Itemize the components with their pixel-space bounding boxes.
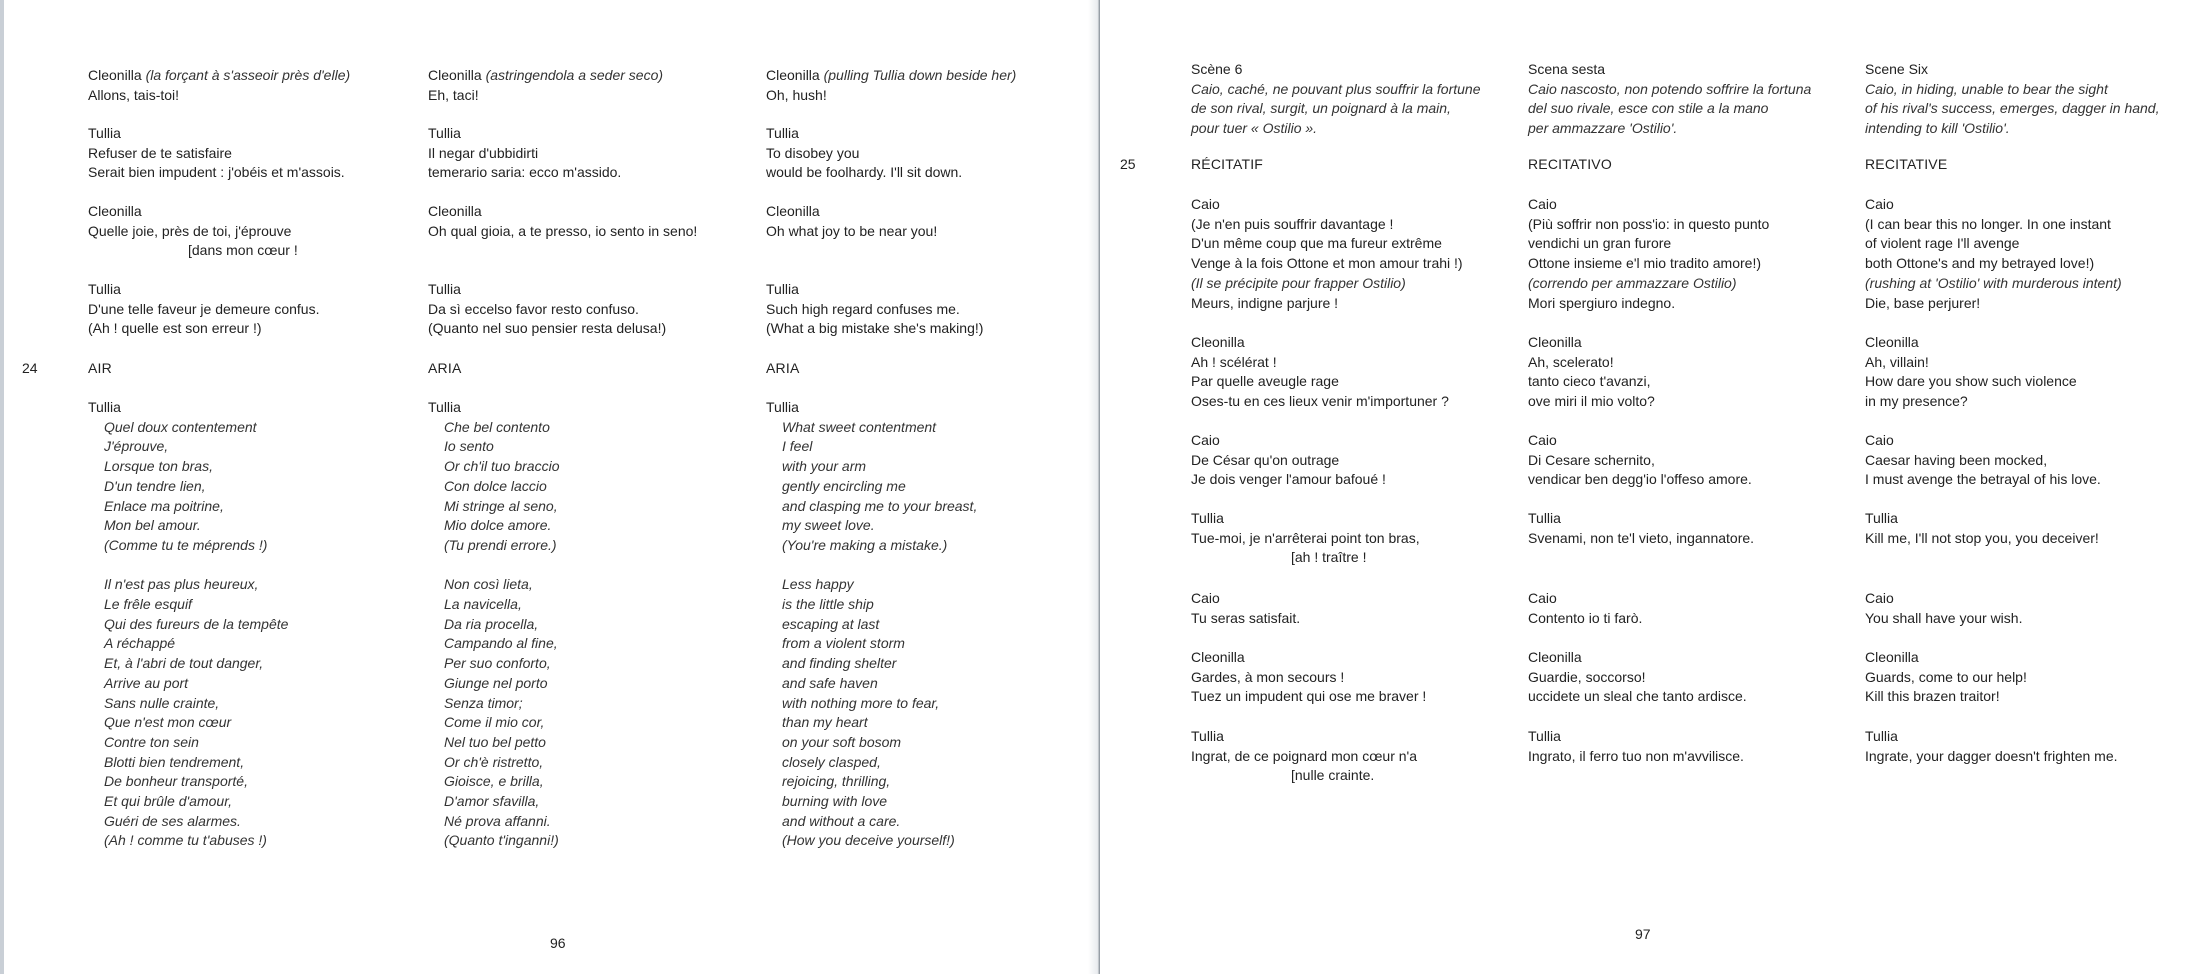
dialogue-block bbox=[428, 280, 758, 339]
aria-verse-line: J'éprouve, bbox=[104, 438, 169, 455]
speaker-label: Tullia bbox=[766, 281, 799, 297]
speaker-label: Cleonilla bbox=[428, 67, 482, 83]
dialogue-line: Ingrate, your dagger doesn't frighten me. bbox=[1865, 747, 2118, 764]
dialogue-block bbox=[428, 66, 758, 105]
speaker-label: Cleonilla bbox=[88, 67, 142, 83]
scene-title: Scene Six bbox=[1865, 61, 1929, 77]
dialogue-line: would be foolhardy. I'll sit down. bbox=[766, 164, 963, 181]
dialogue-line: Eh, taci! bbox=[428, 86, 479, 103]
dialogue-block bbox=[1191, 509, 1521, 568]
dialogue-line: Guards, come to our help! bbox=[1865, 668, 2027, 685]
dialogue-block bbox=[88, 202, 418, 261]
aria-verse-line: than my heart bbox=[782, 714, 868, 731]
dialogue-line: Refuser de te satisfaire bbox=[88, 144, 232, 161]
dialogue-block bbox=[766, 124, 1096, 183]
dialogue-line: of violent rage I'll avenge bbox=[1865, 235, 2020, 252]
aria-verse-line: What sweet contentment bbox=[782, 418, 937, 435]
aria-block bbox=[428, 398, 758, 851]
scene-header bbox=[1865, 60, 2194, 139]
dialogue-line: Such high regard confuses me. bbox=[766, 300, 960, 317]
speaker-label: Tullia bbox=[88, 281, 121, 297]
dialogue-line: Mori spergiuro indegno. bbox=[1528, 294, 1676, 311]
speaker-name: Tullia bbox=[1191, 728, 1224, 744]
dialogue-line: Oses-tu en ces lieux venir m'importuner ? bbox=[1191, 393, 1449, 410]
dialogue-line: (Più soffrir non poss'io: in questo punto bbox=[1528, 215, 1770, 232]
aria-verse-line: Il n'est pas plus heureux, bbox=[104, 576, 259, 593]
dialogue-line: Serait bien impudent : j'obéis et m'assois. bbox=[88, 164, 345, 181]
dialogue-line: D'un même coup que ma fureur extrême bbox=[1191, 235, 1442, 252]
aria-verse-line: (You're making a mistake.) bbox=[782, 536, 948, 553]
stage-direction: (Il se précipite pour frapper Ostilio) bbox=[1191, 274, 1406, 291]
aria-verse-line: and safe haven bbox=[782, 674, 878, 691]
aria-verse-line: Come il mio cor, bbox=[444, 714, 545, 731]
aria-verse-line: De bonheur transporté, bbox=[104, 773, 248, 790]
dialogue-block bbox=[1528, 333, 1858, 412]
speaker-name: Caio bbox=[1191, 590, 1220, 606]
speaker-name bbox=[88, 202, 418, 222]
speaker-name: Caio bbox=[1865, 432, 1894, 448]
aria-verse-line: (How you deceive yourself!) bbox=[782, 832, 955, 849]
dialogue-block bbox=[1191, 195, 1521, 313]
aria-verse-line: D'amor sfavilla, bbox=[444, 793, 540, 810]
dialogue-block bbox=[1191, 727, 1521, 786]
dialogue-block bbox=[766, 280, 1096, 339]
speaker-name bbox=[766, 124, 1096, 144]
aria-verse-line: Arrive au port bbox=[104, 674, 189, 691]
dialogue-block bbox=[88, 66, 418, 105]
speaker-name: Caio bbox=[1865, 196, 1894, 212]
dialogue-line: Ah, villain! bbox=[1865, 353, 1929, 370]
aria-verse-line: La navicella, bbox=[444, 596, 522, 613]
aria-verse-line: Or ch'è ristretto, bbox=[444, 753, 544, 770]
scene-header bbox=[1528, 60, 1858, 139]
speaker-name bbox=[88, 124, 418, 144]
aria-verse-line: Mi stringe al seno, bbox=[444, 497, 558, 514]
speaker-name bbox=[428, 202, 758, 222]
aria-verse-line: Con dolce laccio bbox=[444, 477, 547, 494]
aria-speaker: Tullia bbox=[88, 399, 121, 415]
dialogue-block bbox=[1191, 648, 1521, 707]
dialogue-line: D'une telle faveur je demeure confus. bbox=[88, 300, 320, 317]
aria-verse-line: Campando al fine, bbox=[444, 635, 558, 652]
aria-verse-line: burning with love bbox=[782, 793, 888, 810]
dialogue-line: (Ah ! quelle est son erreur !) bbox=[88, 320, 262, 337]
dialogue-line: Je dois venger l'amour bafoué ! bbox=[1191, 471, 1386, 488]
dialogue-block bbox=[1528, 431, 1858, 490]
dialogue-block bbox=[1528, 648, 1858, 707]
speaker-name bbox=[766, 280, 1096, 300]
dialogue-line: Allons, tais-toi! bbox=[88, 86, 180, 103]
aria-verse-line: Quel doux contentement bbox=[104, 418, 257, 435]
dialogue-block bbox=[1191, 431, 1521, 490]
dialogue-block bbox=[1865, 509, 2194, 548]
dialogue-line: Par quelle aveugle rage bbox=[1191, 373, 1339, 390]
dialogue-line: Quelle joie, près de toi, j'éprouve bbox=[88, 222, 292, 239]
aria-verse-line: and without a care. bbox=[782, 812, 901, 829]
dialogue-block bbox=[1865, 727, 2194, 766]
dialogue-line: (Quanto nel suo pensier resta delusa!) bbox=[428, 320, 667, 337]
speaker-name: Caio bbox=[1191, 196, 1220, 212]
aria-verse-line: and clasping me to your breast, bbox=[782, 497, 978, 514]
aria-verse-line: from a violent storm bbox=[782, 635, 905, 652]
dialogue-line: (I can bear this no longer. In one instant bbox=[1865, 215, 2111, 232]
aria-verse-line: Blotti bien tendrement, bbox=[104, 753, 245, 770]
aria-verse-line: escaping at last bbox=[782, 615, 880, 632]
dialogue-line: Contento io ti farò. bbox=[1528, 609, 1643, 626]
aria-verse-line: Che bel contento bbox=[444, 418, 550, 435]
dialogue-line: both Ottone's and my betrayed love!) bbox=[1865, 255, 2095, 272]
speaker-name: Tullia bbox=[1865, 728, 1898, 744]
dialogue-line: (Je n'en puis souffrir davantage ! bbox=[1191, 215, 1394, 232]
dialogue-line: Ingrat, de ce poignard mon cœur n'a bbox=[1191, 747, 1418, 764]
dialogue-line: in my presence? bbox=[1865, 393, 1968, 410]
aria-heading: ARIA bbox=[766, 360, 800, 376]
dialogue-line: Meurs, indigne parjure ! bbox=[1191, 294, 1339, 311]
dialogue-line: Ottone insieme e'l mio tradito amore!) bbox=[1528, 255, 1761, 272]
dialogue-continuation: [dans mon cœur ! bbox=[188, 242, 298, 259]
dialogue-line: Tu seras satisfait. bbox=[1191, 609, 1301, 626]
aria-verse-line: (Tu prendi errore.) bbox=[444, 536, 557, 553]
speaker-name: Cleonilla bbox=[1865, 649, 1919, 665]
speaker-label: Tullia bbox=[428, 125, 461, 141]
dialogue-line: I must avenge the betrayal of his love. bbox=[1865, 471, 2101, 488]
dialogue-line: You shall have your wish. bbox=[1865, 609, 2023, 626]
aria-verse-line: rejoicing, thrilling, bbox=[782, 773, 891, 790]
aria-verse-line: Sans nulle crainte, bbox=[104, 694, 220, 711]
dialogue-line: To disobey you bbox=[766, 144, 860, 161]
aria-verse-line: Senza timor; bbox=[444, 694, 523, 711]
aria-verse-line: my sweet love. bbox=[782, 517, 875, 534]
dialogue-line: temerario saria: ecco m'assido. bbox=[428, 164, 622, 181]
speaker-name bbox=[88, 280, 418, 300]
speaker-label: Cleonilla bbox=[88, 203, 142, 219]
aria-verse-line: (Quanto t'inganni!) bbox=[444, 832, 559, 849]
dialogue-block bbox=[1865, 431, 2194, 490]
dialogue-line: Ah, scelerato! bbox=[1528, 353, 1614, 370]
dialogue-block bbox=[1865, 648, 2194, 707]
aria-verse-line: Gioisce, e brilla, bbox=[444, 773, 544, 790]
scene-title: Scena sesta bbox=[1528, 61, 1606, 77]
dialogue-block bbox=[1865, 589, 2194, 628]
page-number-left: 96 bbox=[550, 935, 566, 951]
aria-verse-line: Et, à l'abri de tout danger, bbox=[104, 655, 264, 672]
dialogue-line: Caesar having been mocked, bbox=[1865, 451, 2048, 468]
aria-verse-line: Qui des fureurs de la tempête bbox=[104, 615, 289, 632]
scene-direction-line: of his rival's success, emerges, dagger in hand, bbox=[1865, 100, 2160, 117]
recitative-heading: RECITATIVO bbox=[1528, 156, 1612, 172]
speaker-name: Cleonilla bbox=[1191, 649, 1245, 665]
aria-speaker: Tullia bbox=[766, 399, 799, 415]
scene-direction-line: Caio, in hiding, unable to bear the sight bbox=[1865, 80, 2108, 97]
dialogue-line: Tue-moi, je n'arrêterai point ton bras, bbox=[1191, 529, 1420, 546]
aria-verse-line: Né prova affanni. bbox=[444, 812, 551, 829]
speaker-name bbox=[88, 66, 418, 86]
dialogue-line: Da sì eccelso favor resto confuso. bbox=[428, 300, 639, 317]
dialogue-block bbox=[428, 124, 758, 183]
aria-verse-line: Nel tuo bel petto bbox=[444, 733, 546, 750]
dialogue-line: Ingrato, il ferro tuo non m'avvilisce. bbox=[1528, 747, 1744, 764]
recitative-heading: RECITATIVE bbox=[1865, 156, 1948, 172]
aria-verse-line: with nothing more to fear, bbox=[782, 694, 940, 711]
dialogue-line: De César qu'on outrage bbox=[1191, 451, 1340, 468]
speaker-name: Tullia bbox=[1528, 510, 1561, 526]
aria-verse-line: Le frêle esquif bbox=[104, 596, 192, 613]
scene-direction-line: Caio, caché, ne pouvant plus souffrir la fortune bbox=[1191, 80, 1481, 97]
speaker-name: Caio bbox=[1528, 590, 1557, 606]
aria-verse-line: Lorsque ton bras, bbox=[104, 458, 213, 475]
dialogue-line: (What a big mistake she's making!) bbox=[766, 320, 984, 337]
speaker-label: Cleonilla bbox=[428, 203, 482, 219]
dialogue-block bbox=[1865, 195, 2194, 313]
dialogue-block bbox=[1528, 727, 1858, 766]
dialogue-block bbox=[428, 202, 758, 241]
stage-direction: (la forçant à s'asseoir près d'elle) bbox=[145, 67, 351, 83]
speaker-name: Cleonilla bbox=[1528, 334, 1582, 350]
dialogue-line: Die, base perjurer! bbox=[1865, 294, 1981, 311]
dialogue-continuation: [nulle crainte. bbox=[1291, 767, 1375, 784]
dialogue-block bbox=[1528, 509, 1858, 548]
aria-verse-line: Non così lieta, bbox=[444, 576, 533, 593]
stage-direction: (correndo per ammazzare Ostilio) bbox=[1528, 274, 1737, 291]
dialogue-line: Il negar d'ubbidirti bbox=[428, 144, 539, 161]
aria-verse-line: with your arm bbox=[782, 458, 867, 475]
dialogue-line: Kill me, I'll not stop you, you deceiver! bbox=[1865, 529, 2099, 546]
section-number-24: 24 bbox=[22, 360, 38, 376]
speaker-name: Caio bbox=[1191, 432, 1220, 448]
aria-verse-line: A réchappé bbox=[104, 635, 176, 652]
speaker-label: Cleonilla bbox=[766, 203, 820, 219]
speaker-label: Tullia bbox=[88, 125, 121, 141]
scene-header bbox=[1191, 60, 1521, 139]
dialogue-line: Ah ! scélérat ! bbox=[1191, 353, 1277, 370]
stanza-gap bbox=[428, 556, 758, 576]
speaker-name bbox=[766, 202, 1096, 222]
dialogue-line: Guardie, soccorso! bbox=[1528, 668, 1646, 685]
aria-verse-line: is the little ship bbox=[782, 596, 874, 613]
speaker-label: Tullia bbox=[428, 281, 461, 297]
recitative-heading: RÉCITATIF bbox=[1191, 156, 1264, 172]
dialogue-line: Oh what joy to be near you! bbox=[766, 222, 938, 239]
speaker-name: Cleonilla bbox=[1191, 334, 1245, 350]
dialogue-line: Venge à la fois Ottone et mon amour trahi !) bbox=[1191, 255, 1463, 272]
scene-direction-line: pour tuer « Ostilio ». bbox=[1191, 120, 1318, 137]
dialogue-line: Gardes, à mon secours ! bbox=[1191, 668, 1345, 685]
dialogue-line: uccidete un sleal che tanto ardisce. bbox=[1528, 688, 1747, 705]
aria-heading: AIR bbox=[88, 360, 112, 376]
dialogue-line: vendichi un gran furore bbox=[1528, 235, 1672, 252]
aria-verse-line: D'un tendre lien, bbox=[104, 477, 206, 494]
dialogue-line: tanto cieco t'avanzi, bbox=[1528, 373, 1651, 390]
aria-verse-line: Da ria procella, bbox=[444, 615, 539, 632]
speaker-name bbox=[428, 124, 758, 144]
scene-direction-line: Caio nascosto, non potendo soffrire la fortuna bbox=[1528, 80, 1812, 97]
aria-verse-line: (Ah ! comme tu t'abuses !) bbox=[104, 832, 267, 849]
scene-title: Scène 6 bbox=[1191, 61, 1243, 77]
speaker-name: Caio bbox=[1865, 590, 1894, 606]
dialogue-line: ove miri il mio volto? bbox=[1528, 393, 1655, 410]
aria-verse-line: Et qui brûle d'amour, bbox=[104, 793, 232, 810]
speaker-name: Cleonilla bbox=[1865, 334, 1919, 350]
aria-verse-line: and finding shelter bbox=[782, 655, 897, 672]
aria-verse-line: gently encircling me bbox=[782, 477, 906, 494]
speaker-name: Tullia bbox=[1191, 510, 1224, 526]
dialogue-block bbox=[766, 202, 1096, 241]
dialogue-block bbox=[1191, 589, 1521, 628]
dialogue-block bbox=[1191, 333, 1521, 412]
dialogue-block bbox=[1528, 195, 1858, 313]
scene-direction-line: de son rival, surgit, un poignard à la main, bbox=[1191, 100, 1451, 117]
aria-verse-line: on your soft bosom bbox=[782, 733, 902, 750]
speaker-name: Caio bbox=[1528, 196, 1557, 212]
dialogue-block bbox=[766, 66, 1096, 105]
stanza-gap bbox=[88, 556, 418, 576]
speaker-name: Tullia bbox=[1865, 510, 1898, 526]
dialogue-line: Oh, hush! bbox=[766, 86, 827, 103]
page-number-right: 97 bbox=[1635, 926, 1651, 942]
dialogue-line: Di Cesare schernito, bbox=[1528, 451, 1655, 468]
aria-block bbox=[766, 398, 1096, 851]
aria-verse-line: Less happy bbox=[782, 576, 854, 593]
dialogue-continuation: [ah ! traître ! bbox=[1291, 549, 1367, 566]
speaker-label: Tullia bbox=[766, 125, 799, 141]
speaker-name bbox=[428, 280, 758, 300]
aria-verse-line: Que n'est mon cœur bbox=[104, 714, 232, 731]
speaker-name bbox=[766, 66, 1096, 86]
dialogue-line: Kill this brazen traitor! bbox=[1865, 688, 2000, 705]
aria-verse-line: Per suo conforto, bbox=[444, 655, 551, 672]
aria-verse-line: Mon bel amour. bbox=[104, 517, 201, 534]
speaker-name: Cleonilla bbox=[1528, 649, 1582, 665]
aria-speaker: Tullia bbox=[428, 399, 461, 415]
right-page bbox=[1100, 0, 2194, 974]
aria-verse-line: Contre ton sein bbox=[104, 733, 199, 750]
aria-verse-line: I feel bbox=[782, 438, 813, 455]
aria-verse-line: Giunge nel porto bbox=[444, 674, 548, 691]
aria-verse-line: closely clasped, bbox=[782, 753, 881, 770]
scene-direction-line: per ammazzare 'Ostilio'. bbox=[1528, 120, 1678, 137]
section-number-25: 25 bbox=[1120, 156, 1136, 172]
stage-direction: (pulling Tullia down beside her) bbox=[823, 67, 1017, 83]
speaker-label: Cleonilla bbox=[766, 67, 820, 83]
dialogue-line: Oh qual gioia, a te presso, io sento in seno! bbox=[428, 222, 698, 239]
dialogue-block bbox=[1528, 589, 1858, 628]
stage-direction: (astringendola a seder seco) bbox=[485, 67, 664, 83]
aria-verse-line: Mio dolce amore. bbox=[444, 517, 552, 534]
dialogue-line: Svenami, non te'l vieto, ingannatore. bbox=[1528, 529, 1755, 546]
stanza-gap bbox=[766, 556, 1096, 576]
speaker-name: Caio bbox=[1528, 432, 1557, 448]
aria-verse-line: (Comme tu te méprends !) bbox=[104, 536, 268, 553]
dialogue-block bbox=[88, 280, 418, 339]
dialogue-line: How dare you show such violence bbox=[1865, 373, 2077, 390]
aria-verse-line: Enlace ma poitrine, bbox=[104, 497, 224, 514]
speaker-name: Tullia bbox=[1528, 728, 1561, 744]
aria-verse-line: Guéri de ses alarmes. bbox=[104, 812, 241, 829]
scene-direction-line: intending to kill 'Ostilio'. bbox=[1865, 120, 2010, 137]
dialogue-block bbox=[1865, 333, 2194, 412]
stage-direction: (rushing at 'Ostilio' with murderous intent) bbox=[1865, 274, 2122, 291]
aria-block bbox=[88, 398, 418, 851]
aria-verse-line: Io sento bbox=[444, 438, 494, 455]
scene-direction-line: del suo rivale, esce con stile a la mano bbox=[1528, 100, 1769, 117]
dialogue-line: vendicar ben degg'io l'offeso amore. bbox=[1528, 471, 1752, 488]
aria-verse-line: Or ch'il tuo braccio bbox=[444, 458, 560, 475]
dialogue-line: Tuez un impudent qui ose me braver ! bbox=[1191, 688, 1427, 705]
speaker-name bbox=[428, 66, 758, 86]
aria-heading: ARIA bbox=[428, 360, 462, 376]
dialogue-block bbox=[88, 124, 418, 183]
